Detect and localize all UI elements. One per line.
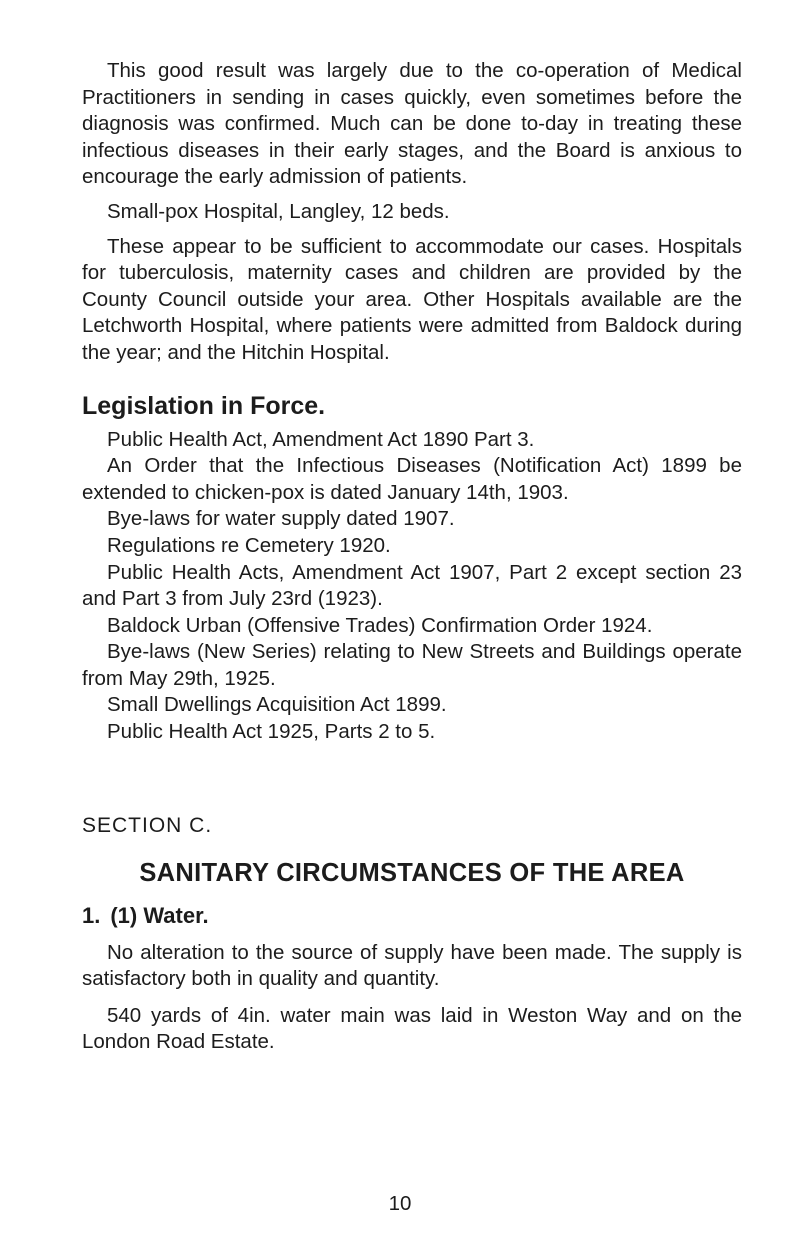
legislation-item: Public Health Act 1925, Parts 2 to 5. xyxy=(107,720,436,744)
legislation-list xyxy=(82,427,742,746)
legislation-item: Public Health Acts, Amendment Act 1907, Part 2 except section 23 and Part 3 from July 23rd (1923). xyxy=(82,560,742,611)
page-number: 10 xyxy=(388,1192,412,1215)
page-body xyxy=(82,58,742,1056)
water-main-paragraph: 540 yards of 4in. water main was laid in Weston Way and on the London Road Estate. xyxy=(82,1003,742,1054)
intro-paragraph: This good result was largely due to the co-operation of Medical Practitioners in sending in cases quickly, even sometimes before the diagnosis was confirmed. Much can be done to-day in treating these infectious diseases in their early stages, and the Board is anxious to encourage the early admission of patients. xyxy=(82,59,742,189)
section-title: SANITARY CIRCUMSTANCES OF THE AREA xyxy=(139,858,685,887)
legislation-item: Regulations re Cemetery 1920. xyxy=(107,533,391,557)
legislation-item: An Order that the Infectious Diseases (Notification Act) 1899 be extended to chicken-pox is dated January 14th, 1903. xyxy=(82,454,742,504)
section-label: SECTION C. xyxy=(82,813,213,837)
legislation-item: Public Health Act, Amendment Act 1890 Part 3. xyxy=(107,427,535,451)
subsection-number: 1. xyxy=(82,902,101,928)
subsection-title: (1) Water. xyxy=(110,902,209,928)
hospital-line: Small-pox Hospital, Langley, 12 beds. xyxy=(107,199,450,223)
legislation-heading: Legislation in Force. xyxy=(82,391,326,420)
legislation-item: Baldock Urban (Offensive Trades) Confirmation Order 1924. xyxy=(107,613,653,637)
hospitals-paragraph: These appear to be sufficient to accommodate our cases. Hospitals for tuberculosis, maternity cases and children are provided by the County Council outside your area. Other Hospitals available are the Letchworth Hospital, where patients were admitted from Baldock during the year; and the Hitchin Hospital. xyxy=(82,234,742,364)
legislation-item: Small Dwellings Acquisition Act 1899. xyxy=(107,693,447,717)
subsection-heading xyxy=(82,902,742,930)
water-paragraph: No alteration to the source of supply have been made. The supply is satisfactory both in quality and quantity. xyxy=(82,940,742,991)
legislation-item: Bye-laws for water supply dated 1907. xyxy=(107,507,455,531)
legislation-item: Bye-laws (New Series) relating to New Streets and Buildings operate from May 29th, 1925. xyxy=(82,640,742,690)
